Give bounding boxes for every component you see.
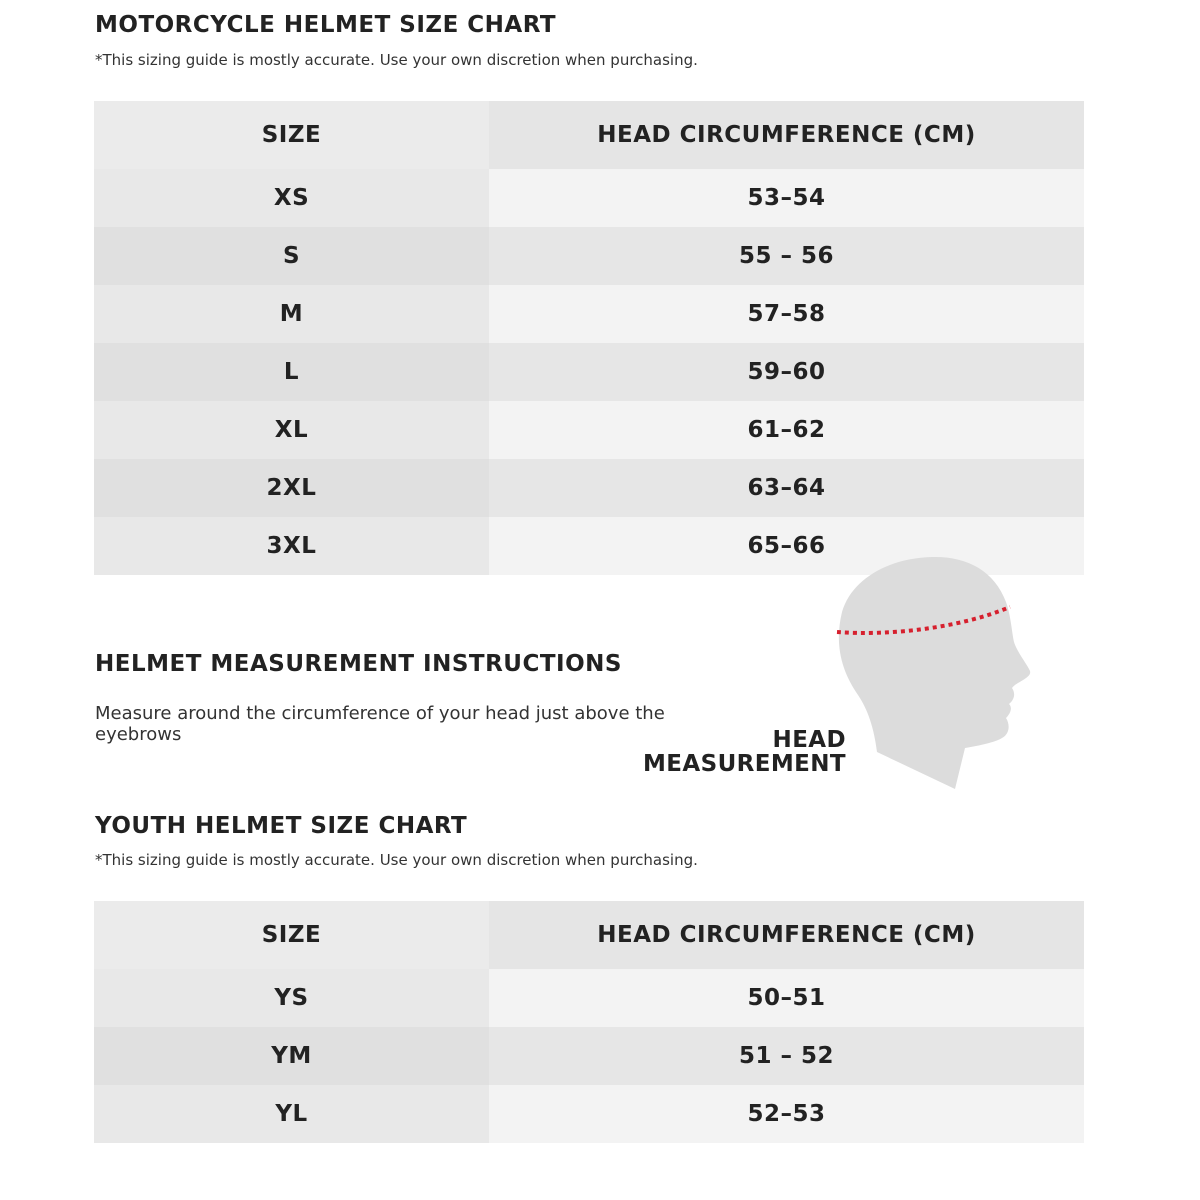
head-label-line2: MEASUREMENT	[643, 751, 846, 777]
youth-size-table	[94, 901, 1084, 1143]
head-silhouette-icon	[820, 550, 1050, 795]
youth-chart-note: *This sizing guide is mostly accurate. Use your own discretion when purchasing.	[95, 851, 698, 869]
size-column-header: SIZE	[94, 901, 489, 969]
table-row	[94, 227, 1084, 285]
instructions-title: HELMET MEASUREMENT INSTRUCTIONS	[95, 651, 622, 677]
circumference-cell: 57–58	[489, 285, 1084, 343]
table-row	[94, 343, 1084, 401]
size-cell: 3XL	[94, 517, 489, 575]
table-row	[94, 1085, 1084, 1143]
table-row	[94, 969, 1084, 1027]
table-header-row	[94, 101, 1084, 169]
instructions-text: Measure around the circumference of your head just above the eyebrows	[95, 703, 665, 745]
adult-chart-title: MOTORCYCLE HELMET SIZE CHART	[95, 12, 557, 38]
size-cell: XS	[94, 169, 489, 227]
adult-size-table	[94, 101, 1084, 575]
table-row	[94, 285, 1084, 343]
size-cell: M	[94, 285, 489, 343]
circumference-cell: 59–60	[489, 343, 1084, 401]
table-row	[94, 459, 1084, 517]
size-cell: S	[94, 227, 489, 285]
circumference-cell: 63–64	[489, 459, 1084, 517]
circumference-cell: 61–62	[489, 401, 1084, 459]
size-cell: L	[94, 343, 489, 401]
circumference-cell: 55 – 56	[489, 227, 1084, 285]
circumference-cell: 65–66	[489, 517, 1084, 575]
circumference-column-header: HEAD CIRCUMFERENCE (CM)	[489, 101, 1084, 169]
size-cell: XL	[94, 401, 489, 459]
head-label-line1: HEAD	[772, 727, 846, 753]
size-cell: YL	[94, 1085, 489, 1143]
size-cell: YM	[94, 1027, 489, 1085]
youth-chart-title: YOUTH HELMET SIZE CHART	[95, 813, 468, 839]
table-row	[94, 169, 1084, 227]
table-header-row	[94, 901, 1084, 969]
size-cell: 2XL	[94, 459, 489, 517]
size-cell: YS	[94, 969, 489, 1027]
circumference-column-header: HEAD CIRCUMFERENCE (CM)	[489, 901, 1084, 969]
table-row	[94, 401, 1084, 459]
head-shape	[839, 557, 1030, 789]
circumference-cell: 52–53	[489, 1085, 1084, 1143]
circumference-cell: 51 – 52	[489, 1027, 1084, 1085]
size-column-header: SIZE	[94, 101, 489, 169]
head-measurement-label	[643, 728, 846, 776]
table-row	[94, 1027, 1084, 1085]
circumference-cell: 53–54	[489, 169, 1084, 227]
circumference-cell: 50–51	[489, 969, 1084, 1027]
adult-chart-note: *This sizing guide is mostly accurate. Use your own discretion when purchasing.	[95, 51, 698, 69]
